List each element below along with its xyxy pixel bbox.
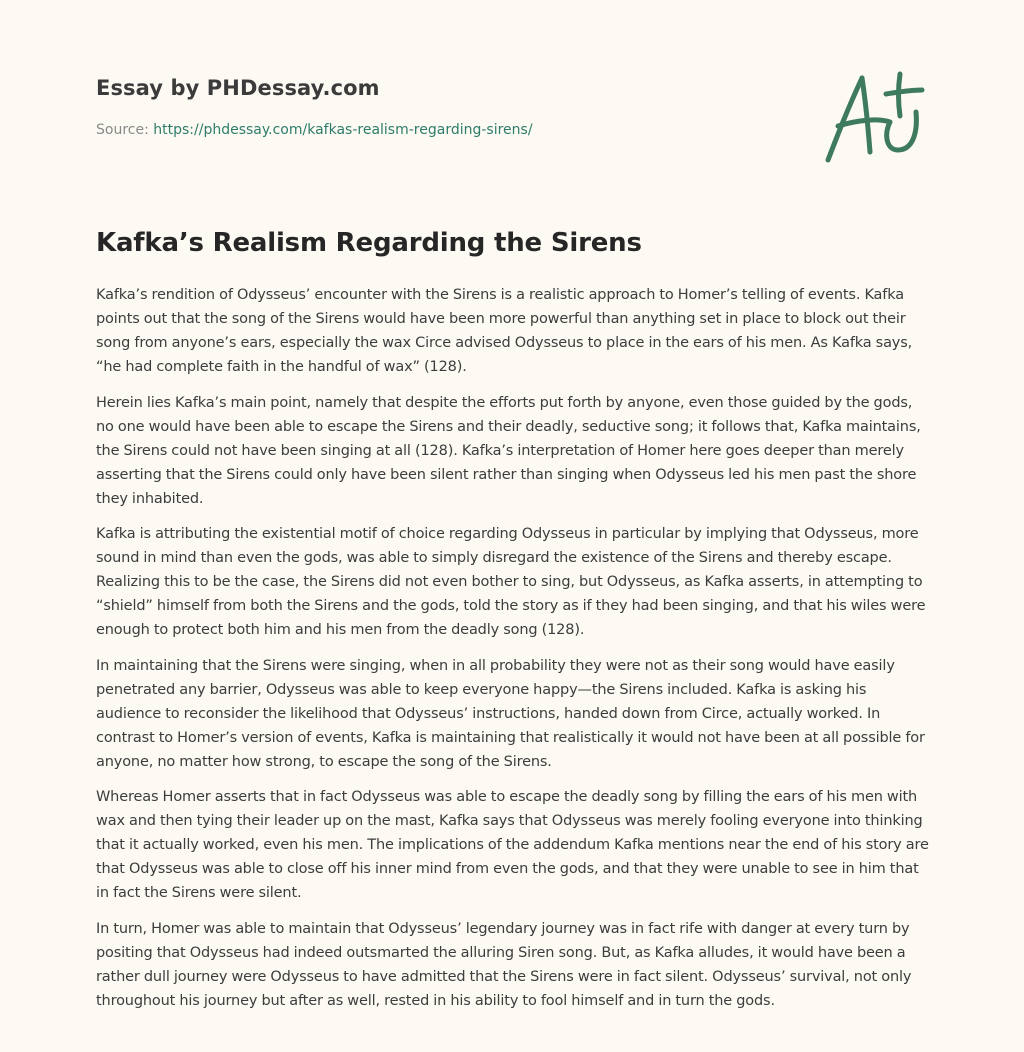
essay-paragraph: In turn, Homer was able to maintain that Odysseus’ legendary journey was in fact rife with danger at every turn by positing that Odysseus had indeed outsmarted the alluring Siren song. But, as Kafka alludes, it would have been a rather dull journey were Odysseus to have admitted that the Sirens were in fact silent. Odysseus’ survival, not only throughout his journey but after as well, rested in his ability to fool himself and in turn the gods.: [96, 920, 912, 1009]
essay-paragraph: Kafka is attributing the existential motif of choice regarding Odysseus in particular by implying that Odysseus, more sound in mind than even the gods, was able to simply disregard the existence of the Sirens and thereby escape. Realizing this to be the case, the Sirens did not even bother to sing, but Odysseus, as Kafka asserts, in attempting to “shield” himself from both the Sirens and the gods, told the story as if they had been singing, and that his wiles were enough to protect both him and his men from the deadly song (128).: [96, 526, 926, 639]
essay-paragraph: Whereas Homer asserts that in fact Odysseus was able to escape the deadly song by filling the ears of his men with wax and then tying their leader up on the mast, Kafka says that Odysseus was merely fooling everyone into thinking that it actually worked, even his men. The implications of the addendum Kafka mentions near the end of his story are that Odysseus was able to close off his inner mind from even the gods, and that they were unable to see in him that in fact the Sirens were silent.: [96, 789, 929, 902]
source-line: [96, 122, 796, 138]
essay-body: [96, 283, 930, 1025]
site-title: Essay by PHDessay.com: [96, 76, 380, 100]
a-plus-grade-icon: [818, 64, 930, 168]
source-link[interactable]: https://phdessay.com/kafkas-realism-regarding-sirens/: [153, 122, 533, 138]
page-header: [96, 76, 796, 138]
essay-paragraph: Kafka’s rendition of Odysseus’ encounter with the Sirens is a realistic approach to Homer’s telling of events. Kafka points out that the song of the Sirens would have been more powerful than anything set in place to block out their song from anyone’s ears, especially the wax Circe advised Odysseus to place in the ears of his men. As Kafka says, “he had complete faith in the handful of wax” (128).: [96, 287, 913, 375]
source-label: Source:: [96, 122, 154, 138]
essay-title: Kafka’s Realism Regarding the Sirens: [96, 228, 642, 258]
essay-paragraph: Herein lies Kafka’s main point, namely that despite the efforts put forth by anyone, even those guided by the gods, no one would have been able to escape the Sirens and their deadly, seductive song; it follows that, Kafka maintains, the Sirens could not have been singing at all (128). Kafka’s interpretation of Homer here goes deeper than merely asserting that the Sirens could only have been silent rather than singing when Odysseus led his men past the shore they inhabited.: [96, 394, 921, 507]
essay-paragraph: In maintaining that the Sirens were singing, when in all probability they were not as their song would have easily penetrated any barrier, Odysseus was able to keep everyone happy—the Sirens included. Kafka is asking his audience to reconsider the likelihood that Odysseus’ instructions, handed down from Circe, actually worked. In contrast to Homer’s version of events, Kafka is maintaining that realistically it would not have been at all possible for anyone, no matter how strong, to escape the song of the Sirens.: [96, 657, 925, 770]
